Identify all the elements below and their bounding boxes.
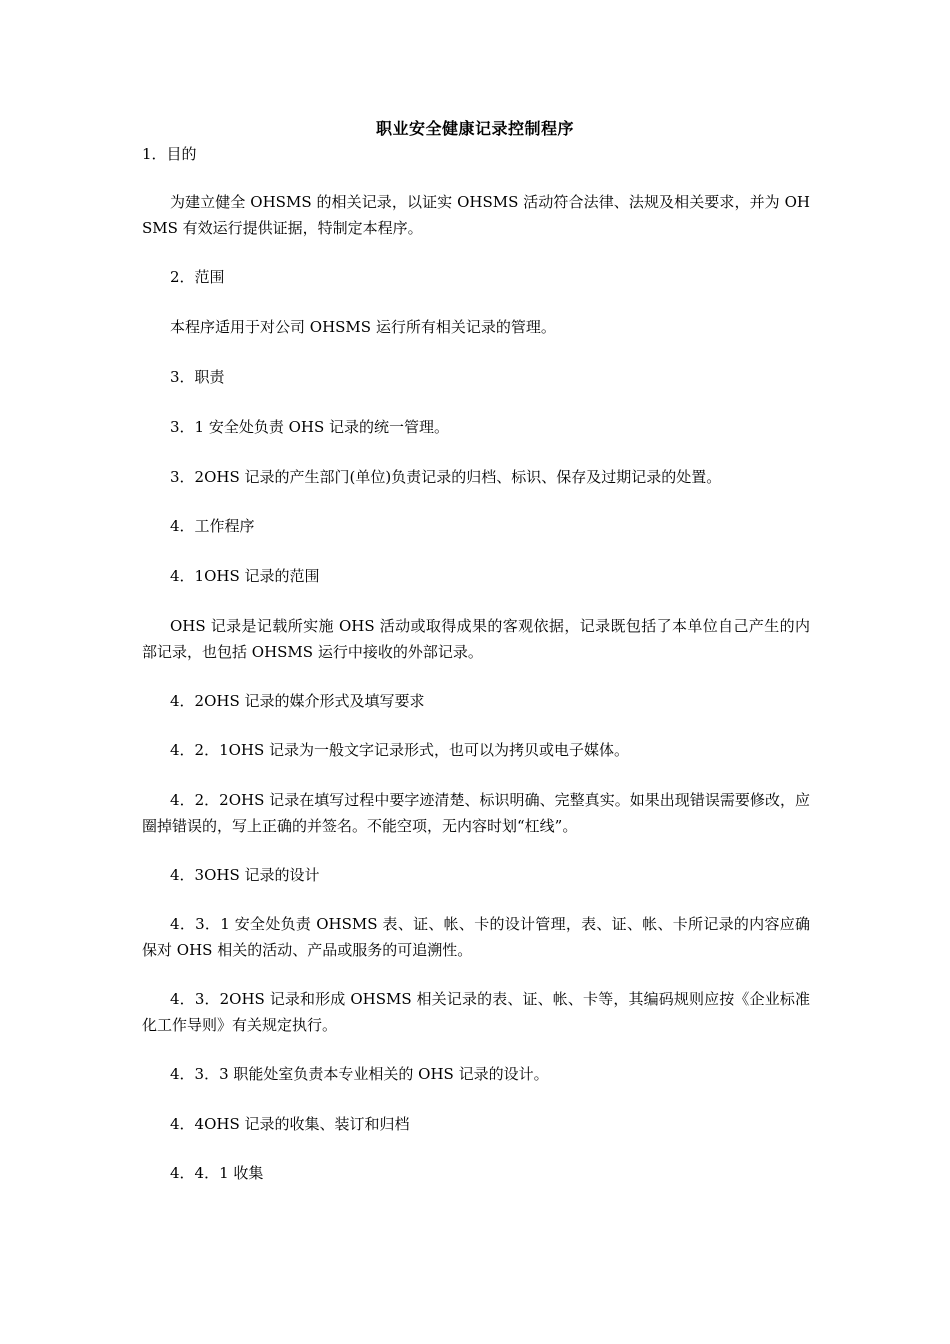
paragraph-4-3-2: 4．3．2OHS 记录和形成 OHSMS 相关记录的表、证、帐、卡等，其编码规则应按《企业标准化工作导则》有关规定执行。 (142, 990, 810, 1034)
paragraph-scope: 本程序适用于对公司 OHSMS 运行所有相关记录的管理。 (170, 318, 556, 336)
subheading-4-2: 4．2OHS 记录的媒介形式及填写要求 (170, 692, 425, 710)
subheading-4-4-1: 4．4．1 收集 (170, 1164, 264, 1182)
section-heading-procedure: 4．工作程序 (170, 517, 255, 535)
subheading-4-3: 4．3OHS 记录的设计 (170, 866, 320, 884)
paragraph-3-2: 3．2OHS 记录的产生部门(单位)负责记录的归档、标识、保存及过期记录的处置。 (170, 468, 722, 486)
section-heading-purpose: 1．目的 (142, 145, 197, 163)
paragraph-purpose: 为建立健全 OHSMS 的相关记录，以证实 OHSMS 活动符合法律、法规及相关要求，并为 OHSMS 有效运行提供证据，特制定本程序。 (142, 193, 810, 237)
section-heading-scope: 2．范围 (170, 268, 225, 286)
subheading-4-4: 4．4OHS 记录的收集、装订和归档 (170, 1115, 410, 1133)
document-title: 职业安全健康记录控制程序 (375, 119, 574, 138)
paragraph-4-1: OHS 记录是记载所实施 OHS 活动或取得成果的客观依据，记录既包括了本单位自己产生的内部记录，也包括 OHSMS 运行中接收的外部记录。 (142, 617, 810, 661)
paragraph-3-1: 3．1 安全处负责 OHS 记录的统一管理。 (170, 418, 450, 436)
paragraph-4-3-3: 4．3．3 职能处室负责本专业相关的 OHS 记录的设计。 (170, 1065, 549, 1083)
section-heading-responsibilities: 3．职责 (170, 368, 225, 386)
paragraph-4-3-1: 4．3．1 安全处负责 OHSMS 表、证、帐、卡的设计管理，表、证、帐、卡所记录的内容应确保对 OHS 相关的活动、产品或服务的可追溯性。 (142, 915, 810, 959)
paragraph-4-2-2: 4．2．2OHS 记录在填写过程中要字迹清楚、标识明确、完整真实。如果出现错误需要修改，应圈掉错误的，写上正确的并签名。不能空项，无内容时划“杠线”。 (142, 791, 810, 835)
subheading-4-1: 4．1OHS 记录的范围 (170, 567, 320, 585)
paragraph-4-2-1: 4．2．1OHS 记录为一般文字记录形式，也可以为拷贝或电子媒体。 (170, 741, 630, 759)
